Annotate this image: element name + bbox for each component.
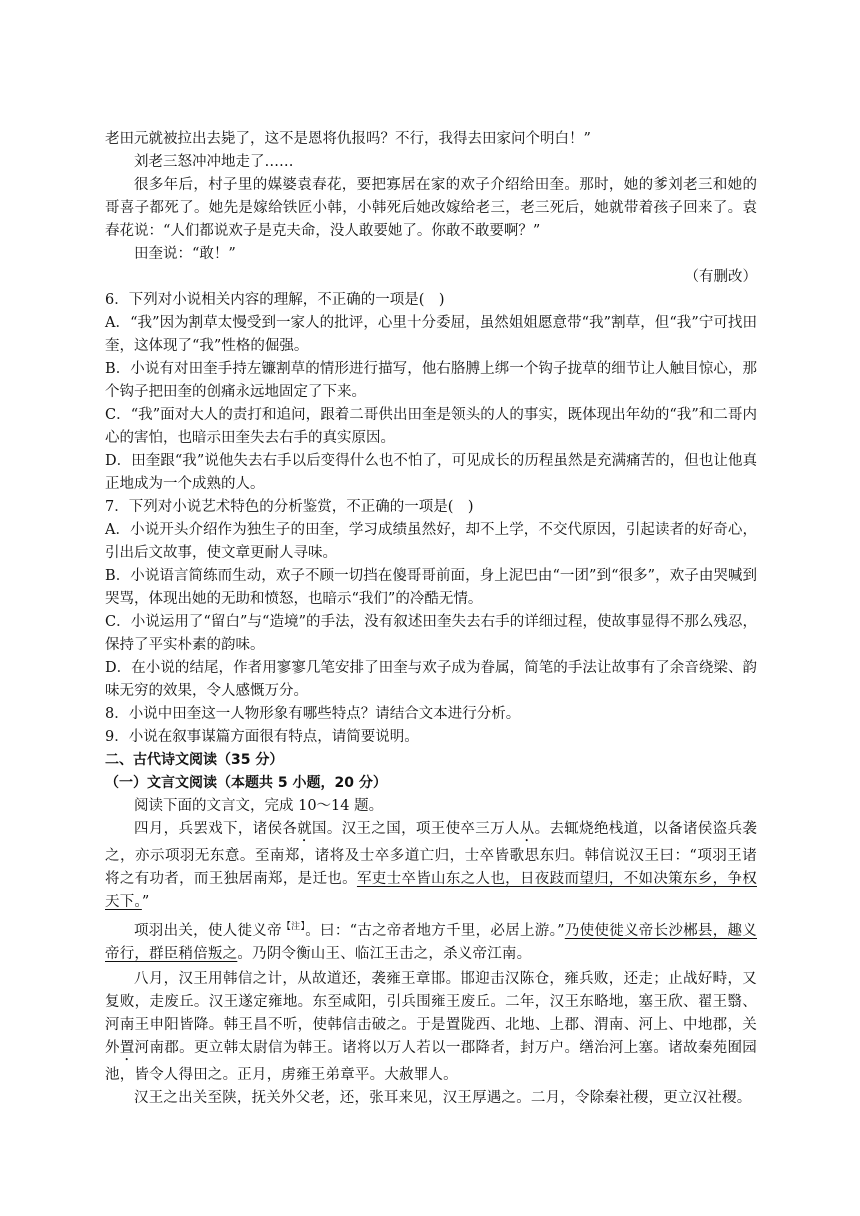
text-run: 四月，兵罢戏下，诸侯各 bbox=[134, 821, 298, 837]
question-8: 8．小说中田奎这一人物形象有哪些特点？请结合文本进行分析。 bbox=[105, 706, 521, 722]
classical-paragraph bbox=[105, 818, 757, 914]
text-run: 河南郡。更立韩太尉信为韩王。诸将以万人若以一郡降者，封万户。缮治河上塞。诸故秦苑囿园池，皆令人得田之。正月，虏雍王弟章平。大赦罪人。 bbox=[105, 1039, 757, 1083]
question-6-option-a: A．“我”因为割草太慢受到一家人的批评，心里十分委屈，虽然姐姐愿意带“我”割草，但“我”宁可找田奎，这体现了“我”性格的倔强。 bbox=[105, 315, 757, 354]
text-run: ” bbox=[141, 894, 150, 910]
text-run: 国。汉王之国，项王使卒三万人 bbox=[312, 821, 520, 837]
question-7-option-b: B．小说语言简练而生动，欢子不顾一切挡在傻哥哥前面，身上泥巴由“一团”到“很多”，欢子由哭喊到哭骂，体现出她的无助和愤怒，也暗示“我们”的冷酷无情。 bbox=[105, 568, 757, 607]
underlined-sentence: 乃使使徙义帝长沙郴县，趣义帝行，群臣稍倍叛之 bbox=[105, 922, 758, 962]
reading-instruction: 阅读下面的文言文，完成 10～14 题。 bbox=[134, 798, 384, 814]
underlined-sentence: 军吏士卒皆山东之人也，日夜跂而望归，不如决策东乡，争权天下。 bbox=[105, 871, 757, 910]
question-7-option-d: D．在小说的结尾，作者用寥寥几笔安排了田奎与欢子成为眷属，简笔的手法让故事有了余音绕梁、韵味无穷的效果，令人感慨万分。 bbox=[105, 660, 757, 699]
question-6-option-b: B．小说有对田奎手持左镰割草的情形进行描写，他右胳膊上绑一个钩子拢草的细节让人触目惊心，那个钩子把田奎的创痛永远地固定了下来。 bbox=[105, 361, 757, 400]
text-run: 项羽出关，使人徙义帝 bbox=[134, 922, 282, 939]
story-paragraph: 很多年后，村子里的媒婆袁春花，要把寡居在家的欢子介绍给田奎。那时，她的爹刘老三和她的哥喜子都死了。她先是嫁给铁匠小韩，小韩死后她改嫁给老三，老三死后，她就带着孩子回来了。袁春花说：“人们都说欢子是克夫命，没人敢要她了。你敢不敢要啊？” bbox=[105, 177, 757, 239]
dotted-char: 就 bbox=[297, 821, 313, 837]
text-run: 。曰：“古之帝者地方千里，必居上游。” bbox=[305, 922, 565, 939]
classical-paragraph bbox=[105, 916, 757, 966]
question-9: 9．小说在叙事谋篇方面很有特点，请简要说明。 bbox=[105, 729, 419, 745]
classical-paragraph: 汉王之出关至陕，抚关外父老，还，张耳来见，汉王厚遇之。二月，令除秦社稷，更立汉社稷。 bbox=[134, 1089, 752, 1106]
story-paragraph: 田奎说：“敢！” bbox=[134, 246, 236, 262]
story-paragraph: 刘老三怒冲冲地走了…… bbox=[134, 154, 294, 170]
question-6-option-d: D．田奎跟“我”说他失去右手以后变得什么也不怕了，可见成长的历程虽然是充满痛苦的，但也让他真正地成为一个成熟的人。 bbox=[105, 453, 757, 492]
footnote-marker: 【注】 bbox=[281, 922, 306, 932]
question-7-option-a: A．小说开头介绍作为独生子的田奎，学习成绩虽然好，却不上学，不交代原因，引起读者的好奇心，引出后文故事，使文章更耐人寻味。 bbox=[105, 522, 757, 561]
dotted-char: 置 bbox=[119, 1039, 135, 1056]
question-6: 6．下列对小说相关内容的理解，不正确的一项是( ) bbox=[105, 292, 445, 308]
question-6-option-c: C．“我”面对大人的责打和追问，跟着二哥供出田奎是领头的人的事实，既体现出年幼的“我”和二哥内心的害怕，也暗示田奎失去右手的真实原因。 bbox=[105, 407, 757, 446]
text-run: 八月，汉王用韩信之计，从故道还，袭雍王章邯。邯迎击汉陈仓，雍兵败，还走；止战好畤，又复败，走废丘。汉王遂定雍地。东至咸阳，引兵围雍王废丘。二年，汉王东略地，塞王欣、翟王翳、河南王申阳皆降。韩王昌不听，使韩信击破之。于是置陇西、北地、上郡、渭南、河上、中地郡，关外 bbox=[105, 970, 757, 1056]
classical-paragraph bbox=[105, 968, 757, 1087]
subsection-heading: （一）文言文阅读（本题共 5 小题，20 分） bbox=[105, 775, 387, 791]
question-7: 7．下列对小说艺术特色的分析鉴赏，不正确的一项是( ) bbox=[105, 499, 474, 515]
section-heading: 二、古代诗文阅读（35 分） bbox=[105, 752, 284, 768]
source-note: （有删改） bbox=[684, 269, 757, 285]
story-paragraph: 老田元就被拉出去毙了，这不是恩将仇报吗？不行，我得去田家问个明白！” bbox=[105, 131, 591, 147]
text-run: 。乃阴令衡山王、临江王击之，杀义帝江南。 bbox=[237, 945, 532, 962]
text-run: 。去辄烧绝栈道，以备诸侯盗兵袭之，亦示项羽无东意。至南郑，诸将及士卒多道亡归，士卒皆歌思东归。韩信说汉王曰：“项羽王诸将之有功者，而王独居南郑，是迁也。 bbox=[105, 821, 758, 887]
dotted-char: 从 bbox=[519, 821, 535, 837]
question-7-option-c: C．小说运用了“留白”与“造境”的手法，没有叙述田奎失去右手的详细过程，使故事显得不那么残忍，保持了平实朴素的韵味。 bbox=[105, 614, 757, 653]
document-page bbox=[105, 128, 757, 1110]
